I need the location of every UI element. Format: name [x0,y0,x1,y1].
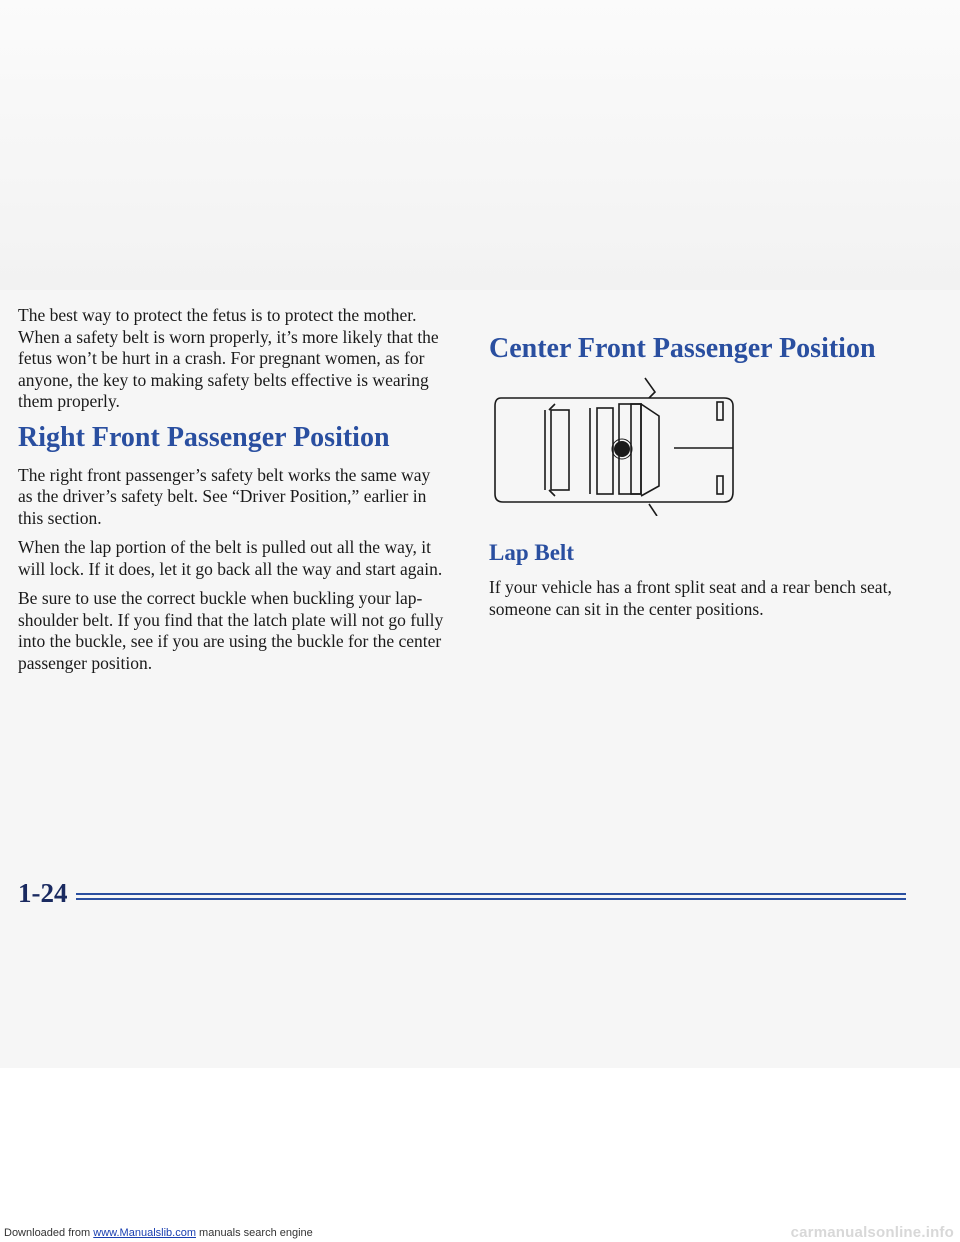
manualslib-link[interactable]: www.Manualslib.com [93,1227,196,1239]
download-note [4,1227,313,1239]
right-column [489,332,929,628]
body-paragraph: The right front passenger’s safety belt works the same way as the driver’s safety belt. See “Driver Position,” earlier in this section. [18,464,431,528]
download-suffix: manuals search engine [195,1227,313,1239]
download-prefix: Downloaded from [4,1227,94,1239]
body-paragraph: Be sure to use the correct buckle when buckling your lap-shoulder belt. If you find that the latch plate will not go fully into the buckle, see if you are using the buckle for the center passenger position. [18,588,444,673]
page-top-margin [0,0,960,290]
right-front-passenger-heading: Right Front Passenger Position [18,421,390,453]
lap-belt-paragraph: If your vehicle has a front split seat and a rear bench seat, someone can sit in the center positions. [489,577,892,619]
vehicle-seating-diagram-icon [489,376,739,516]
body-paragraph: When the lap portion of the belt is pulled out all the way, it will lock. If it does, let it go back all the way and start again. [18,537,443,579]
lap-belt-subheading: Lap Belt [489,540,574,565]
watermark: carmanualsonline.info [790,1224,954,1241]
footer-rule [76,893,906,903]
page-number: 1-24 [18,878,68,908]
left-column [18,305,448,682]
center-front-passenger-heading: Center Front Passenger Position [489,333,876,364]
intro-paragraph: The best way to protect the fetus is to protect the mother. When a safety belt is worn properly, it’s more likely that the fetus won’t be hurt in a crash. For pregnant women, as for anyone, the key to making safety belts effective is wearing them properly. [18,305,439,411]
